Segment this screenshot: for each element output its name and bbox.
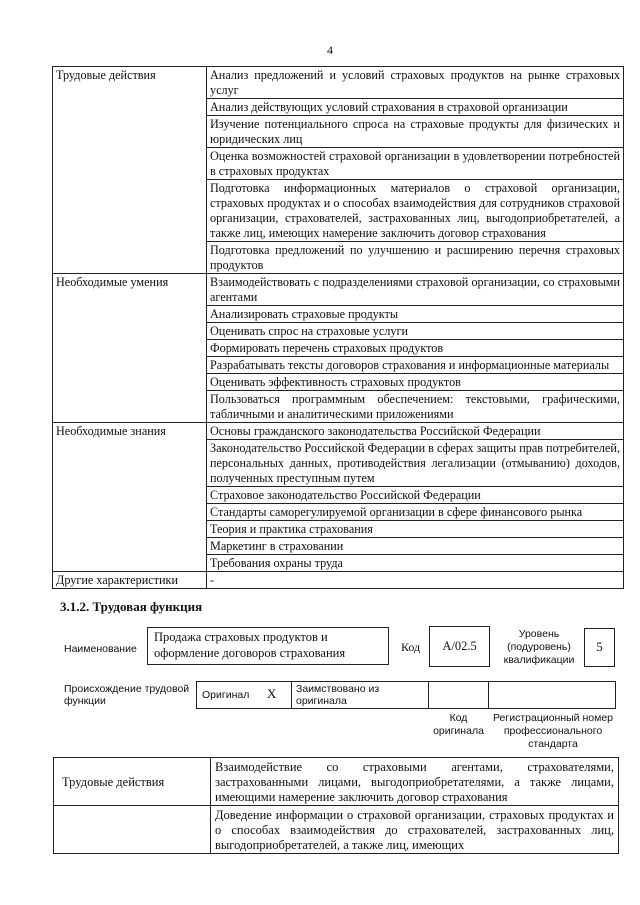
original-mark: X [267,686,277,701]
row-label-labor-actions: Трудовые действия [53,67,207,274]
list-item: Разрабатывать тексты договоров страхования и информационные материалы [207,357,624,374]
origin-label: Происхождение трудовой функции [64,683,190,707]
list-item: Анализ действующих условий страхования в страховой организации [207,99,624,116]
row-label-knowledge: Необходимые знания [53,423,207,572]
labor-actions-table [53,757,619,854]
code-original-box [428,681,489,709]
name-value: Продажа страховых продуктов и оформление договоров страхования [154,630,346,660]
empty-cell [54,806,211,854]
list-item: Подготовка предложений по улучшению и расширению перечня страховых продуктов [207,242,624,274]
list-item: Маркетинг в страховании [207,538,624,555]
name-label: Наименование [64,643,137,655]
list-item: Формировать перечень страховых продуктов [207,340,624,357]
competency-table [52,66,624,589]
list-item: Взаимодействие со страховыми агентами, страхователями, застрахованными лицами, выгодоприобретателями, а также лицами, имеющими намерение заключить договор страхования [211,758,619,806]
list-item: Оценивать спрос на страховые услуги [207,323,624,340]
list-item: Взаимодействовать с подразделениями страховой организации, со страховыми агентами [207,274,624,306]
page-number: 4 [327,43,333,57]
original-label: Оригинал [202,689,250,701]
list-item: Законодательство Российской Федерации в сферах защиты прав потребителей, персональных данных, противодействия легализации (отмыванию) доходов, полученных преступным путем [207,440,624,487]
list-item: Требования охраны труда [207,555,624,572]
table-row [54,758,619,806]
reg-number-box [488,681,616,709]
level-label: Уровень (подуровень) квалификации [503,628,575,666]
row-label-labor-actions-2: Трудовые действия [54,758,211,806]
section-title: 3.1.2. Трудовая функция [60,599,203,614]
list-item: Основы гражданского законодательства Российской Федерации [207,423,624,440]
list-item: Стандарты саморегулируемой организации в сфере финансового рынка [207,504,624,521]
list-item: Анализировать страховые продукты [207,306,624,323]
code-label: Код [401,640,421,654]
table-row [53,423,624,440]
list-item: - [207,572,624,589]
list-item: Доведение информации о страховой организации, страховых продуктах и о способах взаимодействия до страхователей, застрахованных лиц, выгодоприобретателей, а также лиц, имеющих [211,806,619,854]
list-item: Анализ предложений и условий страховых продуктов на рынке страховых услуг [207,67,624,99]
reg-number-label: Регистрационный номер профессионального стандарта [493,712,613,750]
list-item: Страховое законодательство Российской Федерации [207,487,624,504]
table-row [53,67,624,99]
list-item: Оценивать эффективность страховых продуктов [207,374,624,391]
level-value: 5 [596,640,603,654]
list-item: Теория и практика страхования [207,521,624,538]
code-value: A/02.5 [442,639,477,653]
row-label-skills: Необходимые умения [53,274,207,423]
table-row [53,274,624,306]
list-item: Подготовка информационных материалов о страховой организации, страховых продуктах и о способах взаимодействия для сотрудников страховой организации, страхователей, застрахованных лиц, выгодоприобретателей, а также лиц, имеющих намерение заключить договор страхования [207,180,624,242]
row-label-other: Другие характеристики [53,572,207,589]
code-original-label: Код оригинала [433,712,484,737]
table-row [54,806,619,854]
list-item: Изучение потенциального спроса на страховые продукты для физических и юридических лиц [207,116,624,148]
borrowed-label: Заимствовано из оригинала [296,683,380,707]
table-row [53,572,624,589]
list-item: Оценка возможностей страховой организации в удовлетворении потребностей в страховых продуктах [207,148,624,180]
list-item: Пользоваться программным обеспечением: текстовыми, графическими, табличными и аналитическими приложениями [207,391,624,423]
